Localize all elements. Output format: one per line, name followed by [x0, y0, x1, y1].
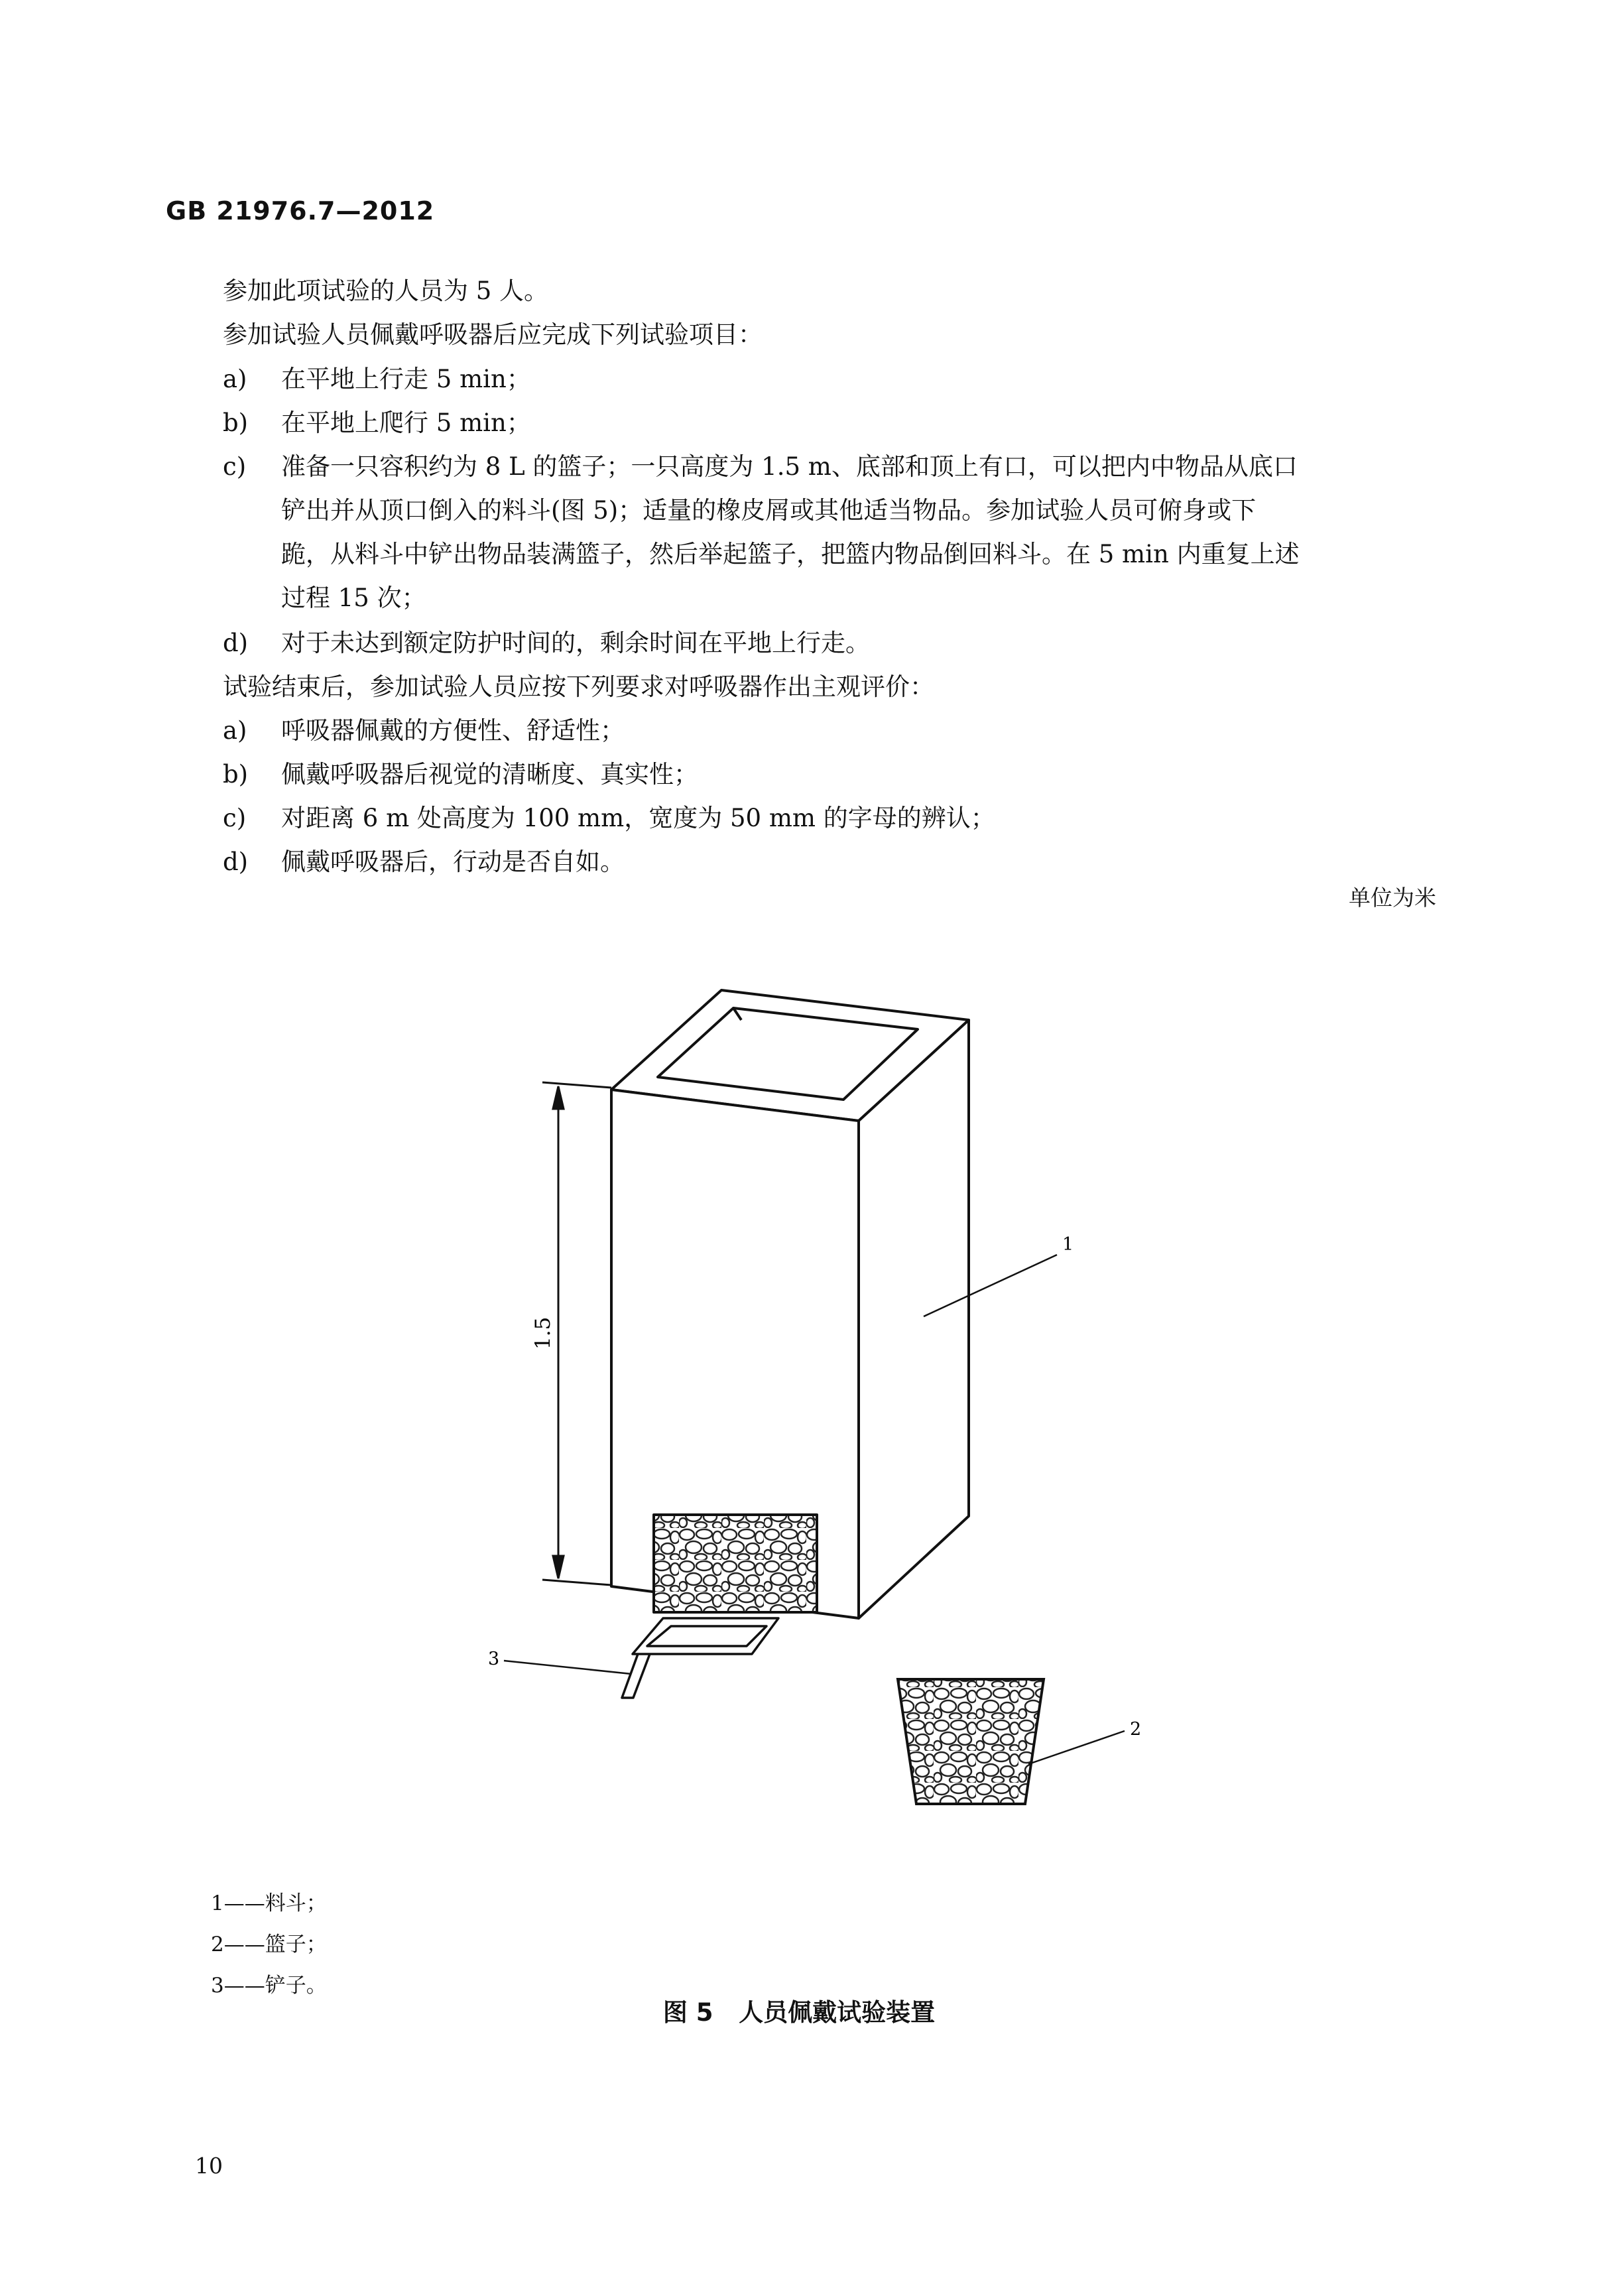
callout-1: 1: [1062, 1234, 1074, 1255]
figure-caption: 图 5 人员佩戴试验装置: [662, 1998, 936, 2027]
callout-2: 2: [1130, 1719, 1142, 1740]
basket: [898, 1679, 1044, 1804]
list-label: b): [223, 409, 249, 437]
list-label: a): [223, 365, 247, 393]
key-item-1: 1——料斗；: [211, 1891, 327, 1915]
list-label: d): [223, 629, 249, 657]
hopper: [611, 990, 969, 1618]
key-item-3: 3——铲子。: [211, 1974, 327, 1998]
dimension-label: 1.5: [531, 1316, 555, 1350]
unit-note: 单位为米: [1349, 885, 1436, 911]
list-label: a): [223, 716, 247, 745]
list-text: 在平地上行走 5 min；: [281, 365, 531, 393]
list-label: c): [223, 804, 247, 832]
test-item-c-line-4: 过程 15 次；: [281, 584, 426, 612]
list-text: 准备一只容积约为 8 L 的篮子；一只高度为 1.5 m、底部和顶上有口，可以把内中物品从底口: [281, 452, 1298, 481]
paragraph-test-items-intro: 参加试验人员佩戴呼吸器后应完成下列试验项目：: [223, 320, 763, 349]
list-label: b): [223, 760, 249, 789]
list-text: 佩戴呼吸器后视觉的清晰度、真实性；: [281, 760, 698, 789]
list-label: d): [223, 848, 249, 876]
list-text: 在平地上爬行 5 min；: [281, 409, 531, 437]
test-item-c-line-2: 铲出并从顶口倒入的料斗(图 5)；适量的橡皮屑或其他适当物品。参加试验人员可俯身或下: [281, 496, 1257, 525]
paragraph-participants: 参加此项试验的人员为 5 人。: [223, 277, 549, 305]
callout-3: 3: [488, 1649, 500, 1669]
list-text: 对距离 6 m 处高度为 100 mm，宽度为 50 mm 的字母的辨认；: [281, 804, 995, 832]
shovel: [622, 1618, 778, 1698]
standard-number: GB 21976.7—2012: [166, 196, 435, 225]
page-number: 10: [195, 2153, 223, 2179]
list-text: 对于未达到额定防护时间的，剩余时间在平地上行走。: [281, 629, 870, 657]
key-item-2: 2——篮子；: [211, 1933, 327, 1956]
list-text: 呼吸器佩戴的方便性、舒适性；: [281, 716, 625, 745]
list-label: c): [223, 452, 247, 481]
list-text: 佩戴呼吸器后，行动是否自如。: [281, 848, 625, 876]
test-item-c-line-3: 跪，从料斗中铲出物品装满篮子，然后举起篮子，把篮内物品倒回料斗。在 5 min 内重复上述: [281, 540, 1300, 568]
paragraph-evaluation-intro: 试验结束后，参加试验人员应按下列要求对呼吸器作出主观评价：: [223, 672, 934, 701]
